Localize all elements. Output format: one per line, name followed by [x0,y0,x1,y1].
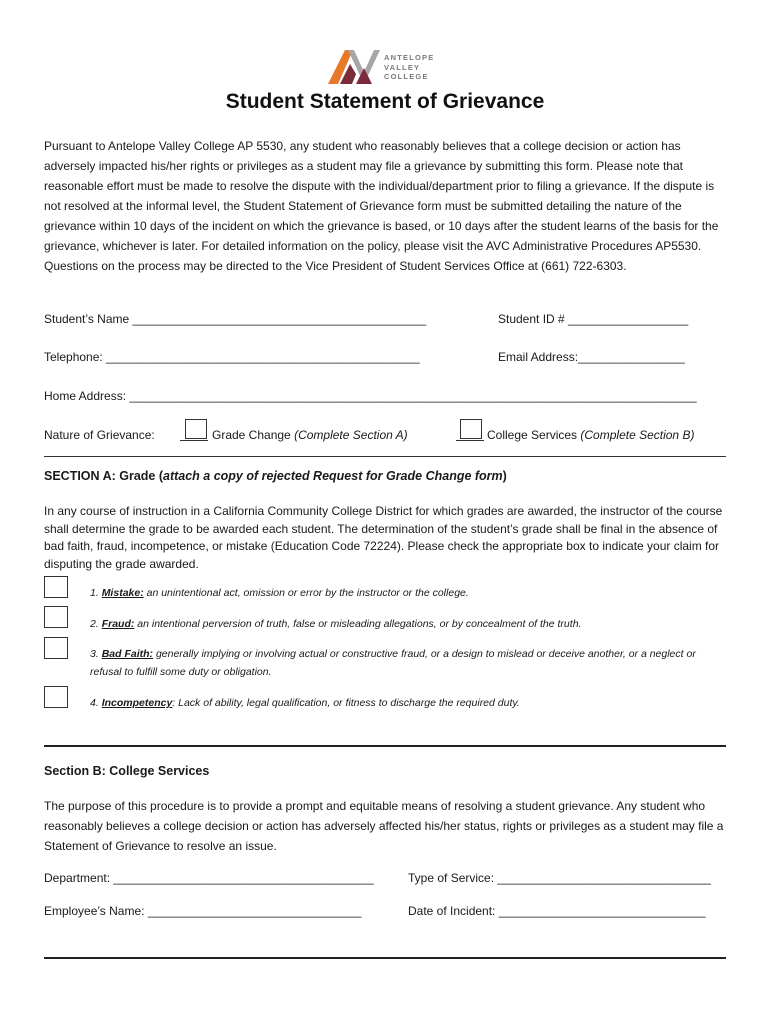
page-title: Student Statement of Grievance [225,90,545,113]
email-field[interactable]: Email Address:________________ [498,350,685,364]
home-address-field[interactable]: Home Address: _____________________________________________________________________________________ [44,389,697,403]
college-services-label: College Services [487,428,578,442]
department-field[interactable]: Department: _______________________________________ [44,871,374,885]
grade-change-underline [180,440,208,441]
grade-change-option [212,428,408,442]
option-number: 1. [90,587,102,599]
option-description: : Lack of ability, legal qualification, or fitness to discharge the required duty. [172,697,520,709]
student-id-field[interactable]: Student ID # __________________ [498,312,689,326]
option-term: Fraud: [101,618,135,630]
option-term: Bad Faith: [101,648,154,660]
logo-line-3: COLLEGE [384,72,429,81]
section-b-heading: Section B: College Services [44,764,210,778]
college-services-option [487,428,694,442]
college-logo [328,46,446,86]
mistake-checkbox[interactable] [44,576,68,598]
logo-line-2: VALLEY [384,62,421,72]
incompetency-checkbox[interactable] [44,686,68,708]
grade-change-note: (Complete Section A) [294,428,408,442]
option-mistake [90,584,730,602]
option-description: an unintentional act, omission or error by the instructor or the college. [143,587,469,599]
divider-middle [44,745,726,747]
option-bad-faith [90,645,730,681]
section-a-heading [44,469,507,483]
date-of-incident-field[interactable]: Date of Incident: _______________________________ [408,904,706,918]
option-number: 2. [90,618,102,630]
option-number: 4. [90,697,102,709]
option-term: Mistake: [101,587,144,599]
section-a-heading-italic: attach a copy of rejected Request for Grade Change form [163,469,503,483]
option-number: 3. [90,648,102,660]
section-a-paragraph: In any course of instruction in a California Community College District for which grades are awarded, the instructor of the course shall determine the grade to be awarded each student. The determination of the student’s grade shall be final in the absence of bad faith, fraud, incompetence, or mistake (Education Code 72224). Please check the appropriate box to indicate your claim for disputing the grade awarded. [44,504,723,571]
college-services-note: (Complete Section B) [580,428,695,442]
student-name-field[interactable]: Student’s Name ____________________________________________ [44,312,427,326]
intro-paragraph: Pursuant to Antelope Valley College AP 5530, any student who reasonably believes that a college decision or action has adversely impacted his/her rights or privileges as a student may file a grievance by submitting this form. Please note that reasonable effort must be made to resolve the dispute with the individual/department prior to filing a grievance. If the dispute is not resolved at the informal level, the Student Statement of Grievance form must be submitted detailing the nature of the grievance within 10 days of the incident on which the grievance is based, or 10 days after the student learns of the basis for the grievance, whichever is later. For detailed information on the policy, please visit the AVC Administrative Procedures AP5530. Questions on the process may be directed to the Vice President of Student Services Office at (661) 722-6303. [44,139,719,273]
college-services-checkbox[interactable] [460,419,482,439]
logo-wordmark [384,53,434,82]
option-description: generally implying or involving actual or constructive fraud, or a design to mislead or deceive another, or a neglect or refusal to fulfill some duty or obligation. [90,648,696,678]
grade-change-checkbox[interactable] [185,419,207,439]
option-incompetency [90,694,730,712]
grade-change-label: Grade Change [212,428,291,442]
avc-logo-mark-icon [328,46,382,86]
bad-faith-checkbox[interactable] [44,637,68,659]
college-services-underline [456,440,484,441]
telephone-field[interactable]: Telephone: _______________________________________________ [44,350,420,364]
fraud-checkbox[interactable] [44,606,68,628]
section-a-heading-text: SECTION A: Grade ( [44,469,163,483]
option-fraud [90,615,730,633]
logo-line-1: ANTELOPE [384,53,435,62]
option-description: an intentional perversion of truth, false or misleading allegations, or by concealment of the truth. [134,618,582,630]
option-term: Incompetency [101,697,173,709]
section-b-paragraph: The purpose of this procedure is to provide a prompt and equitable means of resolving a student grievance. Any student who reasonably believes a college decision or action has adversely affected his/her status, rights or privileges as a student may file a Statement of Grievance to resolve an issue. [44,799,724,853]
divider-top [44,456,726,457]
section-a-heading-close: ) [502,469,507,483]
divider-bottom [44,957,726,959]
type-of-service-field[interactable]: Type of Service: ________________________________ [408,871,711,885]
employee-name-field[interactable]: Employee’s Name: ________________________________ [44,904,362,918]
nature-of-grievance-label: Nature of Grievance: [44,428,155,442]
